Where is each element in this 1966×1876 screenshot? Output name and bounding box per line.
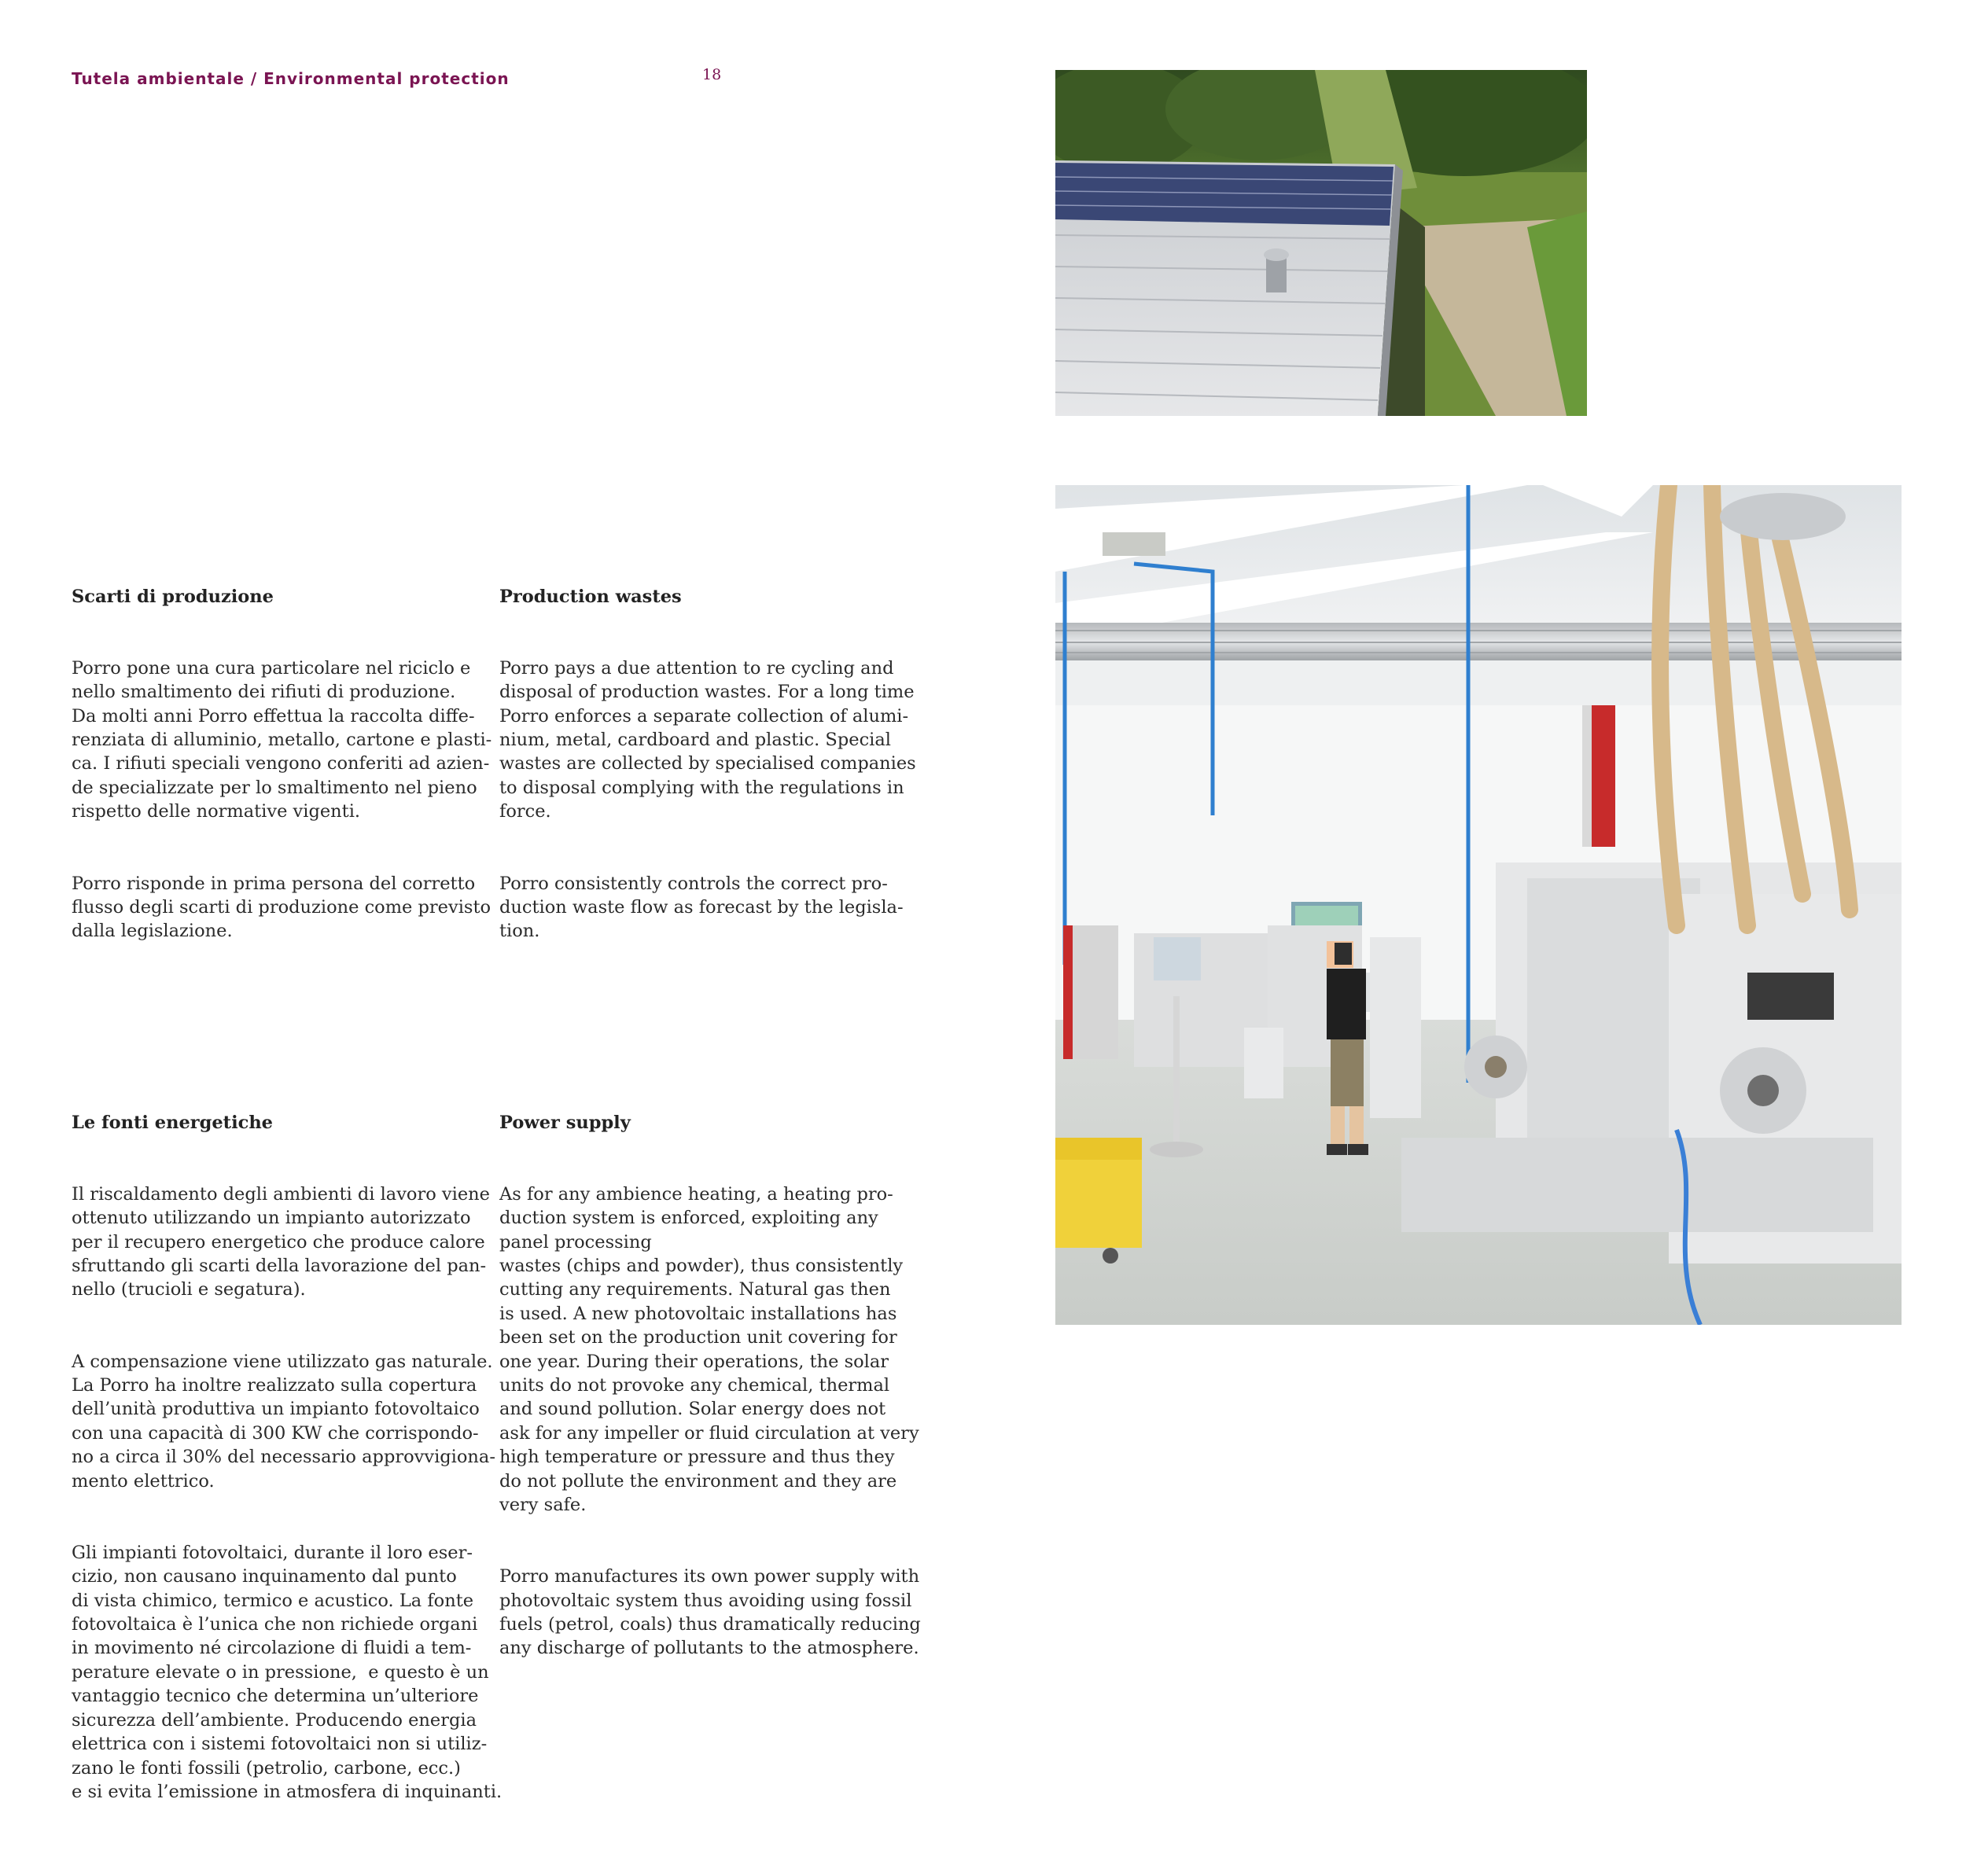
paragraph: Gli impianti fotovoltaici, durante il loro eser- cizio, non causano inquinamento dal punto di vista chimico, termico e acustico. La fonte fotovoltaica è l’unica che non richiede organi in movimento né circolazione di fluidi a tem- perature elevate o in pressione, e questo è un vantaggio tecnico che determina un’ulteriore sicurezza dell’ambiente. Producendo energia elettrica con i sistemi fotovoltaici non si utiliz- zano le fonti fossili (petrolio, carbone, ecc.) e si evita l’emissione in atmosfera di inquinanti.	[72, 1542, 503, 1802]
paragraph: Il riscaldamento degli ambienti di lavoro viene ottenuto utilizzando un impianto autorizzato per il recupero energetico che produce calore sfruttando gli scarti della lavorazione del pan- nello (trucioli e segatura).	[72, 1183, 490, 1300]
paragraph: Porro risponde in prima persona del corretto flusso degli scarti di produzione come previsto dalla legislazione.	[72, 873, 492, 942]
italian-section-waste	[72, 537, 496, 991]
paragraph: Porro pone una cura particolare nel riciclo e nello smaltimento dei rifiuti di produzione. Da molti anni Porro effettua la raccolta diffe- renziata di alluminio, metallo, cartone e plasti- ca. I rifiuti speciali vengono conferiti ad azien- de specializzate per lo smaltimento nel pieno rispetto delle normative vigenti.	[72, 657, 492, 822]
paragraph: As for any ambience heating, a heating pro- duction system is enforced, exploiting any panel processing wastes (chips and powder), thus consistently cutting any requirements. Natural gas then is used. A new photovoltaic installations has been set on the production unit covering for one year. During their operations, the solar units do not provoke any chemical, thermal and sound pollution. Solar energy does not ask for any impeller or fluid circulation at very high temperature or pressure and thus they do not pollute the environment and they are very safe.	[499, 1183, 919, 1516]
paragraph: A compensazione viene utilizzato gas naturale. La Porro ha inoltre realizzato sulla copertura dell’unità produttiva un impianto fotovoltaico con una capacità di 300 KW che corrispondo- no a circa il 30% del necessario approvvigiona- mento elettrico.	[72, 1351, 495, 1492]
section-title: Scarti di produzione	[72, 586, 274, 607]
english-section-waste	[499, 537, 924, 991]
paragraph: Porro manufactures its own power supply with photovoltaic system thus avoiding using fossil fuels (petrol, coals) thus dramatically reducing any discharge of pollutants to the atmosphere.	[499, 1566, 921, 1659]
italian-section-energy	[72, 1063, 503, 1852]
solar-roof-illustration	[1055, 70, 1587, 416]
section-header: Tutela ambientale / Environmental protection	[72, 69, 510, 88]
english-section-power	[499, 1063, 924, 1709]
factory-interior-illustration	[1055, 485, 1902, 1325]
paragraph: Porro pays a due attention to re cycling and disposal of production wastes. For a long time Porro enforces a separate collection of alumi- nium, metal, cardboard and plastic. Special wastes are collected by specialised companies to disposal complying with the regulations in force.	[499, 657, 916, 822]
english-column	[499, 489, 924, 1732]
factory-interior-photo	[1055, 485, 1902, 1325]
section-title: Production wastes	[499, 586, 682, 607]
italian-column	[72, 489, 503, 1876]
section-title: Power supply	[499, 1112, 631, 1133]
paragraph: Porro consistently controls the correct pro- duction waste flow as forecast by the legisla- tion.	[499, 873, 904, 942]
solar-roof-photo	[1055, 70, 1587, 416]
page-number: 18	[702, 66, 722, 83]
section-title: Le fonti energetiche	[72, 1112, 273, 1133]
